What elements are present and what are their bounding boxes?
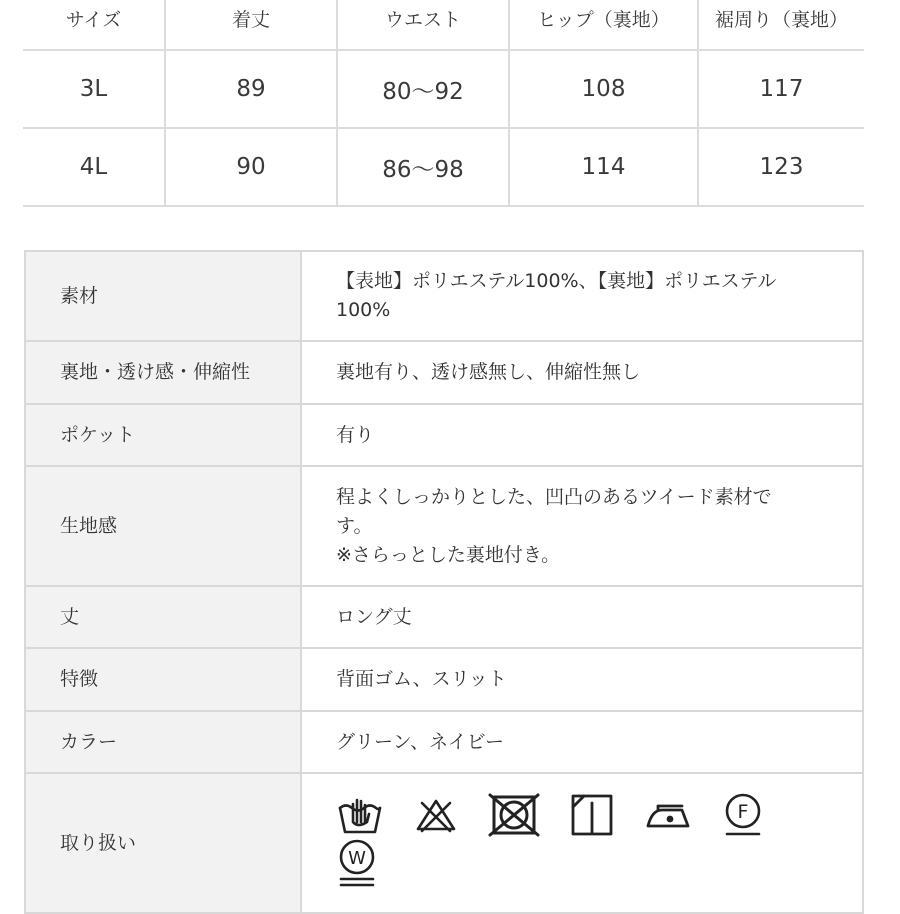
cell-length: 90 [165,128,337,206]
wet-clean-w-icon [336,838,378,888]
line-dry-shade-icon [570,793,614,837]
spec-row-care [25,773,863,913]
spec-table [24,250,864,914]
fabric-line: ※さらっとした裏地付き。 [336,543,561,566]
care-value [301,773,863,913]
fabric-value [301,466,863,586]
feature-value: 背面ゴム、スリット [301,648,863,711]
spec-row-color [25,711,863,773]
cell-waist: 86〜98 [337,128,509,206]
fabric-line: す。 [336,514,373,537]
header-hip: ヒップ（裏地） [509,0,698,50]
cell-hip: 108 [509,50,698,128]
color-value: グリーン、ネイビー [301,711,863,773]
table-row [23,128,864,206]
cell-length: 89 [165,50,337,128]
spec-row-lining [25,341,863,404]
size-table-header [23,0,864,50]
care-icons [336,792,806,888]
dry-clean-letter: F [737,801,749,823]
length-value: ロング丈 [301,586,863,648]
pocket-label: ポケット [25,404,301,466]
cell-size: 3L [23,50,165,128]
header-waist: ウエスト [337,0,509,50]
care-label: 取り扱い [25,773,301,913]
feature-label: 特徴 [25,648,301,711]
spec-row-fabric [25,466,863,586]
color-label: カラー [25,711,301,773]
spec-row-feature [25,648,863,711]
spec-row-material [25,251,863,341]
cell-hip: 114 [509,128,698,206]
header-hem: 裾周り（裏地） [698,0,864,50]
length-label: 丈 [25,586,301,648]
no-tumble-dry-icon [488,793,540,837]
header-length: 着丈 [165,0,337,50]
material-value [301,251,863,341]
cell-hem: 123 [698,128,864,206]
header-size: サイズ [23,0,165,50]
lining-label: 裏地・透け感・伸縮性 [25,341,301,404]
fabric-line: 程よくしっかりとした、凹凸のあるツイード素材で [336,485,772,508]
size-table [23,0,864,207]
dry-clean-f-icon [722,792,764,838]
pocket-value: 有り [301,404,863,466]
cell-size: 4L [23,128,165,206]
iron-low-icon [644,798,692,832]
material-label: 素材 [25,251,301,341]
material-line: 【表地】ポリエステル100%、【裏地】ポリエステル [336,270,777,292]
cell-hem: 117 [698,50,864,128]
spec-row-pocket [25,404,863,466]
no-bleach-icon [414,797,458,833]
spec-row-length [25,586,863,648]
material-line: 100% [336,299,391,321]
lining-value: 裏地有り、透け感無し、伸縮性無し [301,341,863,404]
fabric-label: 生地感 [25,466,301,586]
wet-clean-letter: W [348,848,366,869]
table-row [23,50,864,128]
cell-waist: 80〜92 [337,50,509,128]
hand-wash-30-icon [336,792,384,838]
